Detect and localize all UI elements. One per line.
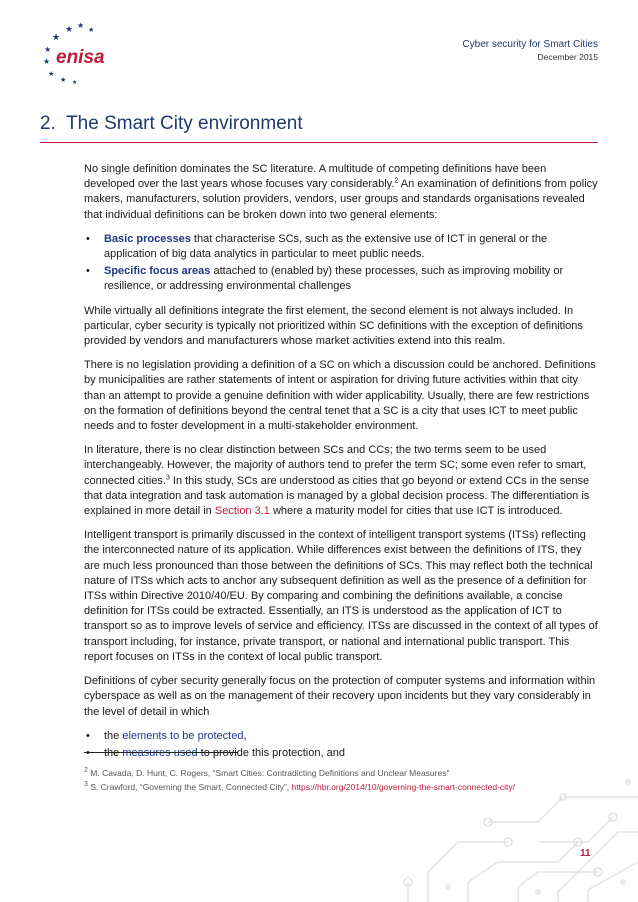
detail-list [84, 729, 600, 761]
paragraph-6: Definitions of cyber security generally focus on the protection of computer systems and information within cyberspace as well as on the management of their recovery upon incidents but they vary considerably in the level of detail in which [84, 675, 596, 718]
bullet-icon: • [86, 232, 90, 245]
term-basic-processes: Basic processes [104, 232, 191, 245]
footnote-2: $^2$ M. Cavada, D. Hunt, C. Rogers, “Smart Cities: Contradicting Definitions and Unclear Measures” [84, 767, 450, 778]
svg-text:★: ★ [60, 77, 67, 84]
document-date: December 2015 [537, 52, 598, 62]
logo-wordmark: enisa [56, 47, 105, 68]
list-item: • Specific focus areas attached to (enabled by) these processes, such as improving mobility or resilience, or addressing environmental challenges [86, 265, 564, 293]
svg-text:★: ★ [48, 71, 55, 78]
bullet-icon: • [86, 746, 90, 759]
paragraph-5: Intelligent transport is primarily discussed in the context of intelligent transport systems (ITSs) reflecting the interconnected nature of its application. While differences exist between the definitions of ITS, they are much less pronounced than those between the definitions of SCs. This may reflect both the technical nature of ITSs which acts to anchor any subsequent definition as well as the presence of a definition for ITSs within Directive 2010/40/EU. By comparing and combining the definitions available, a concise definition for ITSs could be extracted. Essentially, an ITS is understood as the application of ICT to transport so as to improve levels of service and efficiency. ITSs are discussed in the context of all types of transport including, for instance, private transport, or national and international public transport. This report focuses on ITSs in the context of local public transport. [84, 529, 598, 663]
section-heading [40, 113, 303, 135]
footnote-ref-2[interactable]: 2 [394, 177, 399, 185]
page-number: 11 [580, 848, 591, 859]
list-item: • Basic processes that characterise SCs, such as the extensive use of ICT in general or the application of big data analytics in particular to meet public needs. [86, 232, 548, 261]
bullet-icon: • [86, 265, 90, 278]
section-3-1-link[interactable]: Section 3.1 [214, 505, 270, 518]
running-header [462, 38, 598, 63]
svg-text:★: ★ [44, 45, 52, 54]
heading-rule [40, 142, 598, 143]
term-specific-focus-areas: Specific focus areas [104, 265, 211, 278]
paragraph-2: While virtually all definitions integrate the first element, the second element is not always included. In particular, cyber security is typically not prioritized within SC definitions with the exception of definitions provided by vendors and manufacturers whose market activities extend into this realm. [84, 304, 583, 348]
svg-text:★: ★ [52, 32, 61, 42]
term-elements-to-be-protected: elements to be protected [122, 729, 244, 742]
bullet-icon: • [86, 729, 90, 742]
document-title: Cyber security for Smart Cities [462, 39, 598, 50]
list-item: • the elements to be protected, [84, 729, 600, 744]
svg-text:★: ★ [65, 24, 74, 34]
svg-text:★: ★ [43, 57, 51, 66]
svg-text:★: ★ [88, 27, 95, 34]
svg-text:★: ★ [77, 21, 85, 30]
paragraph-4: In literature, there is no clear distinction between SCs and CCs; the two terms seem to be used interchangeably. However, the majority of authors tend to prefer the term SC; some even refer to smart, connected cities.$^3$ In this study, SCs are understood as cities that go beyond or extend CCs in the sense that data integration and task automation is managed by a global decision process. The differentiation is explained in more detail in Section 3.1 where a maturity model for cities that use ICT is introduced. [84, 444, 590, 518]
paragraph-1: No single definition dominates the SC literature. A multitude of competing definitions have been developed over the last years whose focuses vary considerably.$^2$ An examination of definitions from policy makers, manufacturers, solution providers, vendors, user groups and standards organisations revealed that individual definitions can be broken down into two general elements: [84, 163, 598, 221]
svg-text:★: ★ [72, 80, 78, 86]
footnote-ref-3[interactable]: 3 [165, 474, 170, 481]
footnote-separator [84, 752, 238, 753]
paragraph-3: There is no legislation providing a definition of a SC on which a discussion could be anchored. Definitions by municipalities are rather statements of intent or aspiration for driving future activities within that city than an attempt to provide a genuine definition with wider applicability. Usually, there are few restrictions on the formation of definitions beyond the central tenet that a SC is a city that uses ICT to meet public needs and to foster development in a multi-stakeholder environment. [84, 359, 596, 433]
enisa-logo [28, 18, 128, 88]
list-item: • the measures used to provide this protection, and [84, 746, 600, 761]
circuit-board-decoration [388, 762, 638, 902]
footnote-url-link[interactable]: https://hbr.org/2014/10/governing-the-smart-connected-city/ [291, 782, 515, 792]
term-measures-used: measures used [122, 746, 198, 759]
elements-list [84, 232, 600, 295]
footnote-3: $^3$ S. Crawford, “Governing the Smart, Connected City”, https://hbr.org/2014/10/governing-the-smart-connected-city/ [84, 781, 515, 792]
section-number: 2. [40, 113, 56, 134]
section-title: The Smart City environment [66, 113, 303, 134]
body-text [84, 162, 600, 770]
